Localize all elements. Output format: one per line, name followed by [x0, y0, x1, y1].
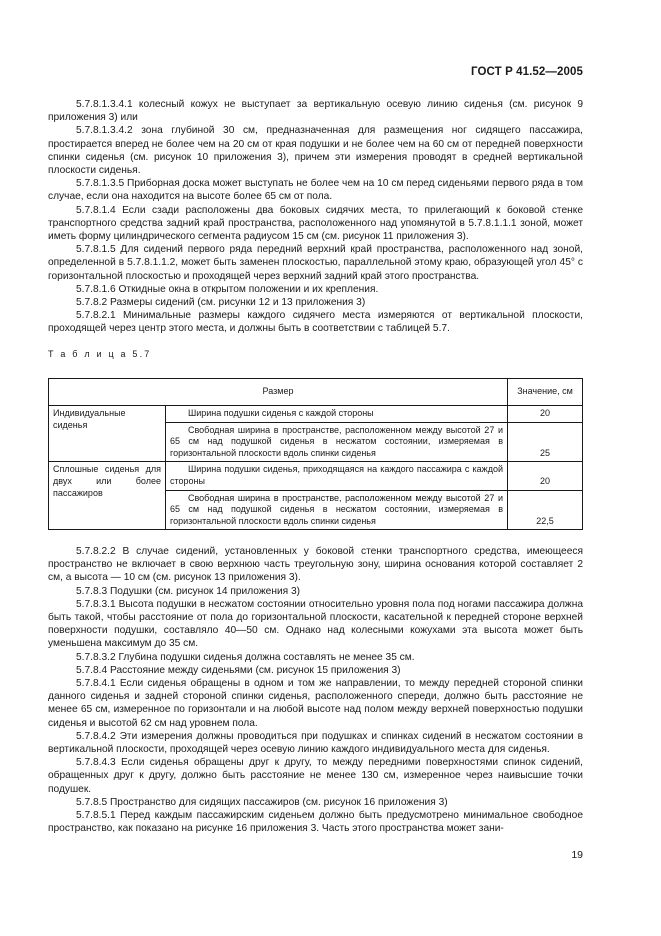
paragraph: 5.7.8.5.1 Перед каждым пассажирским сиденьем должно быть предусмотрено минимальное свободное пространство, как показано на рисунке 16 приложения 3. Часть этого пространства может зани- — [48, 810, 583, 835]
paragraph: 5.7.8.1.6 Откидные окна в открытом положении и их крепления. — [76, 283, 379, 295]
table-row — [49, 406, 583, 423]
value-cell: 20 — [508, 462, 583, 490]
description-cell: Свободная ширина в пространстве, расположенном между высотой 27 и 65 см над подушкой сиденья в несжатом состоянии, измеряемая в горизонтальной плоскости вдоль спинки сиденья — [166, 422, 508, 462]
document-code-header: ГОСТ Р 41.52—2005 — [471, 66, 583, 78]
paragraph: 5.7.8.1.5 Для сидений первого ряда передний верхний край пространства, расположенного над зоной, определенной в 5.7.8.1.1.2, может быть заменен плоскостью, параллельной этому краю, образующей угол 45° с горизонтальной плоскостью и проходящей через верхний задний край этого пространства. — [48, 244, 583, 282]
paragraph: 5.7.8.1.3.5 Приборная доска может выступать не более чем на 10 см перед сиденьями первого ряда в том случае, если она находится на высоте более 65 см от пола. — [48, 178, 583, 203]
value-cell: 25 — [508, 422, 583, 462]
paragraph: 5.7.8.3.1 Высота подушки в несжатом состоянии относительно уровня пола под ногами пассажира должна быть такой, чтобы расстояние от пола до горизонтальной плоскости, касательной к передней стороне верхней поверхности подушки, составляло 40—50 см. Однако над колесными кожухами эта высота может быть уменьшена максимум до 35 см. — [48, 598, 583, 650]
paragraph: 5.7.8.3 Подушки (см. рисунок 14 приложения 3) — [76, 585, 301, 597]
table-row — [49, 462, 583, 490]
paragraph: 5.7.8.5 Пространство для сидящих пассажиров (см. рисунок 16 приложения 3) — [76, 796, 448, 808]
header-size: Размер — [49, 379, 508, 406]
header-value: Значение, см — [508, 379, 583, 406]
category-cell: Индивидуальные сиденья — [49, 406, 166, 462]
paragraph: 5.7.8.3.2 Глубина подушки сиденья должна составлять не менее 35 см. — [76, 651, 415, 663]
paragraph: 5.7.8.2.1 Минимальные размеры каждого сидячего места измеряются от вертикальной плоскости, проходящей через центр этого места, и должны быть в соответствии с таблицей 5.7. — [48, 310, 583, 335]
category-cell: Сплошные сиденья для двух или более пассажиров — [49, 462, 166, 530]
text-block-top — [48, 98, 583, 336]
paragraph: 5.7.8.1.3.4.1 колесный кожух не выступает за вертикальную осевую линию сиденья (см. рисунок 9 приложения 3) или — [48, 99, 583, 124]
paragraph: 5.7.8.4 Расстояние между сиденьями (см. рисунок 15 приложения 3) — [76, 664, 401, 676]
paragraph: 5.7.8.4.2 Эти измерения должны проводиться при подушках и спинках сидений в несжатом состоянии в вертикальной плоскости, проходящей через осевую линию каждого индивидуального места для сиденья. — [48, 730, 583, 756]
text-block-bottom — [48, 545, 583, 835]
paragraph: 5.7.8.1.3.4.2 зона глубиной 30 см, предназначенная для размещения ног сидящего пассажира, простирается вперед не более чем на 20 см от края подушки и не более чем на 60 см от передней поверхности спинки сиденья (см. рисунок 10 приложения 3), причем эти измерения проводят в средней вертикальной плоскости сиденья. — [48, 125, 583, 177]
paragraph: 5.7.8.4.1 Если сиденья обращены в одном и том же направлении, то между передней стороной спинки данного сиденья и задней стороной спинки сиденья, расположенного спереди, должно быть расстояние не менее 65 см, измеренное по горизонтали и на любой высоте над полом между верхней поверхностью подушки сиденья и высотой 62 см над уровнем пола. — [48, 678, 583, 729]
page-number: 19 — [571, 849, 583, 861]
table-caption: Т а б л и ц а 5.7 — [48, 349, 152, 359]
paragraph: 5.7.8.4.3 Если сиденья обращены друг к другу, то между передними поверхностями спинок сидений, обращенных друг к другу, должно быть расстояние не менее 130 см, измеренное через наивысшие точки подушек. — [48, 757, 583, 795]
value-cell: 20 — [508, 406, 583, 423]
table-header-row — [49, 379, 583, 406]
paragraph: 5.7.8.1.4 Если сзади расположены два боковых сидячих места, то прилегающий к боковой стенке транспортного средства задний край пространства, расположенного над упомянутой в 5.7.8.1.1.1 зоной, может иметь форму цилиндрического сегмента радиусом 15 см (см. рисунок 11 приложения 3). — [48, 204, 583, 243]
description-cell: Ширина подушки сиденья с каждой стороны — [166, 406, 508, 423]
description-cell: Свободная ширина в пространстве, расположенном между высотой 27 и 65 см над подушкой сиденья в несжатом состоянии, измеряемая в горизонтальной плоскости вдоль спинки сиденья — [166, 490, 508, 530]
seat-dimensions-table — [48, 378, 583, 530]
paragraph: 5.7.8.2.2 В случае сидений, установленных у боковой стенки транспортного средства, имеющееся пространство не включает в свою верхнюю часть треугольную зону, ширина основания которой составляет 2 см, а высота — 10 см (см. рисунок 13 приложения 3). — [48, 546, 583, 584]
paragraph: 5.7.8.2 Размеры сидений (см. рисунки 12 и 13 приложения 3) — [76, 297, 366, 309]
value-cell: 22,5 — [508, 490, 583, 530]
description-cell: Ширина подушки сиденья, приходящаяся на каждого пассажира с каждой стороны — [166, 462, 508, 490]
